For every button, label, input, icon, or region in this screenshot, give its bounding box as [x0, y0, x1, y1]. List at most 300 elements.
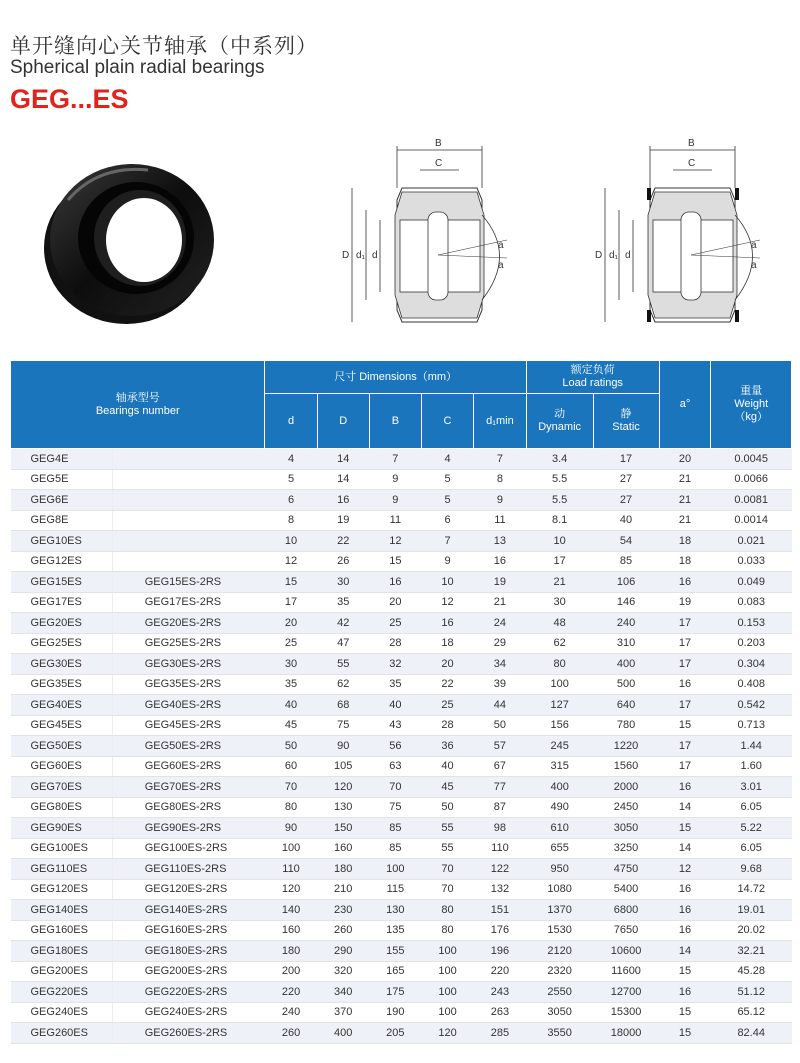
table-cell: 14 — [659, 797, 711, 818]
table-cell: GEG35ES — [11, 674, 113, 695]
table-cell: 655 — [526, 838, 593, 859]
table-cell: GEG17ES — [11, 592, 113, 613]
table-cell: 100 — [526, 674, 593, 695]
table-cell: GEG4E — [11, 449, 113, 470]
table-cell: 80 — [526, 654, 593, 675]
table-cell: 80 — [265, 797, 317, 818]
table-cell: 0.033 — [711, 551, 792, 572]
table-cell: GEG90ES — [11, 818, 113, 839]
table-cell: 10600 — [593, 941, 659, 962]
table-cell: 140 — [265, 900, 317, 921]
table-cell: 57 — [474, 736, 527, 757]
table-cell: 0.304 — [711, 654, 792, 675]
table-cell: 6800 — [593, 900, 659, 921]
table-cell: 9.68 — [711, 859, 792, 880]
table-cell: 4750 — [593, 859, 659, 880]
table-cell: 17 — [593, 449, 659, 470]
table-cell: GEG260ES-2RS — [112, 1023, 265, 1044]
table-cell: 100 — [421, 1002, 473, 1023]
table-cell: GEG100ES-2RS — [112, 838, 265, 859]
table-cell: 340 — [317, 982, 369, 1003]
table-cell: 20 — [369, 592, 421, 613]
label-d1: d₁ — [609, 250, 618, 261]
header-angle: a° — [659, 361, 711, 449]
table-cell: 4 — [421, 449, 473, 470]
table-cell: 100 — [265, 838, 317, 859]
table-cell: 20 — [659, 449, 711, 470]
table-cell: 0.713 — [711, 715, 792, 736]
table-cell: GEG140ES-2RS — [112, 900, 265, 921]
table-cell: 40 — [265, 695, 317, 716]
table-cell: 260 — [317, 920, 369, 941]
table-cell: 0.083 — [711, 592, 792, 613]
table-cell: 132 — [474, 879, 527, 900]
table-cell: 260 — [265, 1023, 317, 1044]
table-row — [11, 961, 792, 982]
table-cell: 16 — [659, 879, 711, 900]
bearing-spec-table — [10, 360, 792, 1044]
table-cell: 400 — [317, 1023, 369, 1044]
table-cell: 1530 — [526, 920, 593, 941]
table-cell: 4 — [265, 449, 317, 470]
table-cell: 45.28 — [711, 961, 792, 982]
label-C: C — [435, 158, 443, 169]
table-cell: 75 — [369, 797, 421, 818]
table-cell: 85 — [369, 818, 421, 839]
table-cell: 70 — [265, 777, 317, 798]
table-cell: 5.5 — [526, 469, 593, 490]
table-cell: 245 — [526, 736, 593, 757]
table-cell: GEG35ES-2RS — [112, 674, 265, 695]
table-cell: 47 — [317, 633, 369, 654]
table-cell: GEG160ES-2RS — [112, 920, 265, 941]
table-cell: GEG260ES — [11, 1023, 113, 1044]
table-cell: 45 — [265, 715, 317, 736]
table-cell: 21 — [659, 510, 711, 531]
table-cell: 12 — [265, 551, 317, 572]
table-cell: 14 — [317, 469, 369, 490]
table-cell: GEG200ES — [11, 961, 113, 982]
label-C: C — [688, 158, 696, 169]
table-cell: 17 — [659, 756, 711, 777]
table-cell: 1.60 — [711, 756, 792, 777]
table-cell: 7 — [474, 449, 527, 470]
table-cell: 2120 — [526, 941, 593, 962]
table-cell: GEG15ES-2RS — [112, 572, 265, 593]
table-cell: 10 — [265, 531, 317, 552]
label-a-2: a — [498, 260, 504, 271]
table-cell: 2000 — [593, 777, 659, 798]
table-cell: GEG110ES — [11, 859, 113, 880]
table-cell: 6.05 — [711, 797, 792, 818]
table-cell: 8 — [265, 510, 317, 531]
table-cell: 3050 — [526, 1002, 593, 1023]
table-row — [11, 777, 792, 798]
table-cell: 29 — [474, 633, 527, 654]
table-cell: 54 — [593, 531, 659, 552]
table-cell: 9 — [369, 490, 421, 511]
series-code: GEG...ES — [10, 84, 129, 114]
table-cell: 11600 — [593, 961, 659, 982]
table-row — [11, 900, 792, 921]
table-cell: 85 — [369, 838, 421, 859]
label-d: d — [372, 250, 378, 261]
table-cell: 3.4 — [526, 449, 593, 470]
table-cell: 370 — [317, 1002, 369, 1023]
table-cell: 14 — [317, 449, 369, 470]
table-cell: 16 — [659, 674, 711, 695]
table-cell: 190 — [369, 1002, 421, 1023]
table-cell: 130 — [317, 797, 369, 818]
table-cell: 27 — [593, 469, 659, 490]
table-cell: GEG17ES-2RS — [112, 592, 265, 613]
table-row — [11, 551, 792, 572]
table-cell: GEG20ES-2RS — [112, 613, 265, 634]
table-cell: 315 — [526, 756, 593, 777]
table-cell: 2320 — [526, 961, 593, 982]
table-row — [11, 756, 792, 777]
table-cell: 180 — [265, 941, 317, 962]
table-cell: 106 — [593, 572, 659, 593]
table-cell: 40 — [593, 510, 659, 531]
table-cell: 0.0081 — [711, 490, 792, 511]
table-cell: 0.0045 — [711, 449, 792, 470]
table-cell: 8 — [474, 469, 527, 490]
table-cell: 19 — [317, 510, 369, 531]
table-cell: 263 — [474, 1002, 527, 1023]
table-cell: 51.12 — [711, 982, 792, 1003]
table-cell: 25 — [265, 633, 317, 654]
table-cell: 20 — [265, 613, 317, 634]
table-cell: 21 — [474, 592, 527, 613]
table-cell: 32.21 — [711, 941, 792, 962]
table-cell: GEG12ES — [11, 551, 113, 572]
table-row — [11, 982, 792, 1003]
table-cell: 15 — [659, 715, 711, 736]
table-cell: 50 — [421, 797, 473, 818]
table-cell: GEG100ES — [11, 838, 113, 859]
table-row — [11, 736, 792, 757]
table-cell: 230 — [317, 900, 369, 921]
table-cell: 17 — [659, 633, 711, 654]
table-cell: 14 — [659, 838, 711, 859]
header-dynamic: 动 Dynamic — [526, 394, 593, 449]
table-cell: 82.44 — [711, 1023, 792, 1044]
table-cell: 950 — [526, 859, 593, 880]
table-row — [11, 941, 792, 962]
table-cell: GEG220ES-2RS — [112, 982, 265, 1003]
table-cell: 19 — [659, 592, 711, 613]
table-cell — [112, 449, 265, 470]
table-cell: 200 — [265, 961, 317, 982]
table-row — [11, 654, 792, 675]
table-cell: 1220 — [593, 736, 659, 757]
table-cell: GEG200ES-2RS — [112, 961, 265, 982]
table-cell: 7 — [421, 531, 473, 552]
table-cell: GEG60ES — [11, 756, 113, 777]
table-row — [11, 838, 792, 859]
table-row — [11, 1002, 792, 1023]
table-cell: 160 — [317, 838, 369, 859]
table-cell: 7650 — [593, 920, 659, 941]
table-cell: 16 — [421, 613, 473, 634]
table-cell: 220 — [474, 961, 527, 982]
table-row — [11, 797, 792, 818]
table-cell: 15 — [369, 551, 421, 572]
table-cell: 12 — [369, 531, 421, 552]
table-cell: 290 — [317, 941, 369, 962]
table-cell: 16 — [369, 572, 421, 593]
table-cell: 15300 — [593, 1002, 659, 1023]
table-cell: 62 — [526, 633, 593, 654]
table-cell: 15 — [659, 1023, 711, 1044]
table-cell: 77 — [474, 777, 527, 798]
table-cell: 0.0066 — [711, 469, 792, 490]
header-D: D — [317, 394, 369, 449]
table-cell: 35 — [265, 674, 317, 695]
table-cell: 100 — [421, 941, 473, 962]
table-cell: 243 — [474, 982, 527, 1003]
header-bearing-number: 轴承型号 Bearings number — [11, 361, 265, 449]
table-cell: 9 — [369, 469, 421, 490]
table-cell: 165 — [369, 961, 421, 982]
table-cell: 30 — [317, 572, 369, 593]
table-cell: 196 — [474, 941, 527, 962]
table-cell: 50 — [265, 736, 317, 757]
table-cell: 220 — [265, 982, 317, 1003]
table-cell: 7 — [369, 449, 421, 470]
table-cell: 67 — [474, 756, 527, 777]
table-cell: GEG220ES — [11, 982, 113, 1003]
table-cell: 17 — [526, 551, 593, 572]
table-cell: 5.22 — [711, 818, 792, 839]
table-cell: 240 — [265, 1002, 317, 1023]
table-cell: 5.5 — [526, 490, 593, 511]
table-cell: 16 — [317, 490, 369, 511]
table-cell: 2450 — [593, 797, 659, 818]
header-B: B — [369, 394, 421, 449]
table-cell: 42 — [317, 613, 369, 634]
table-cell: 55 — [317, 654, 369, 675]
table-cell: GEG120ES — [11, 879, 113, 900]
bearing-photo — [28, 140, 228, 330]
table-cell: GEG8E — [11, 510, 113, 531]
table-cell: 22 — [317, 531, 369, 552]
table-cell: 39 — [474, 674, 527, 695]
table-cell: 110 — [265, 859, 317, 880]
header-C: C — [421, 394, 473, 449]
table-cell: 55 — [421, 838, 473, 859]
table-cell: GEG5E — [11, 469, 113, 490]
table-cell — [112, 490, 265, 511]
table-cell: 70 — [421, 859, 473, 880]
table-cell: 151 — [474, 900, 527, 921]
table-cell: 28 — [421, 715, 473, 736]
table-cell: 30 — [526, 592, 593, 613]
table-cell: 285 — [474, 1023, 527, 1044]
table-cell: 90 — [317, 736, 369, 757]
table-cell: 65.12 — [711, 1002, 792, 1023]
table-cell — [112, 551, 265, 572]
table-cell: 15 — [659, 818, 711, 839]
table-cell: 90 — [265, 818, 317, 839]
table-row — [11, 490, 792, 511]
table-cell: GEG110ES-2RS — [112, 859, 265, 880]
table-cell: 19 — [474, 572, 527, 593]
table-cell: 210 — [317, 879, 369, 900]
table-cell: 16 — [659, 572, 711, 593]
table-cell: 18 — [659, 551, 711, 572]
label-a-1: a — [751, 240, 757, 251]
table-cell: 14.72 — [711, 879, 792, 900]
table-cell: 19.01 — [711, 900, 792, 921]
table-cell: 146 — [593, 592, 659, 613]
table-cell: GEG30ES — [11, 654, 113, 675]
table-cell: 34 — [474, 654, 527, 675]
table-cell: 35 — [369, 674, 421, 695]
table-cell: 400 — [526, 777, 593, 798]
table-cell: 63 — [369, 756, 421, 777]
table-cell: 80 — [421, 920, 473, 941]
table-cell: 70 — [421, 879, 473, 900]
table-cell: 18 — [421, 633, 473, 654]
table-cell: 155 — [369, 941, 421, 962]
cross-section-diagram-open — [332, 130, 532, 345]
table-cell: 17 — [265, 592, 317, 613]
table-cell: 105 — [317, 756, 369, 777]
table-cell: 25 — [421, 695, 473, 716]
header-d1min: d₁min — [474, 394, 527, 449]
table-cell: 45 — [421, 777, 473, 798]
table-row — [11, 695, 792, 716]
table-body — [11, 449, 792, 1044]
table-cell: GEG40ES — [11, 695, 113, 716]
table-row — [11, 879, 792, 900]
table-cell: 40 — [421, 756, 473, 777]
table-cell: 18 — [659, 531, 711, 552]
table-cell: GEG120ES-2RS — [112, 879, 265, 900]
table-cell: 12700 — [593, 982, 659, 1003]
table-cell: 120 — [317, 777, 369, 798]
table-cell: 9 — [474, 490, 527, 511]
table-cell: 6 — [265, 490, 317, 511]
cross-section-diagram-sealed — [585, 130, 785, 345]
table-cell: GEG50ES — [11, 736, 113, 757]
table-cell: 5400 — [593, 879, 659, 900]
label-B: B — [435, 138, 442, 149]
table-cell: 20.02 — [711, 920, 792, 941]
table-cell: GEG60ES-2RS — [112, 756, 265, 777]
table-cell: GEG50ES-2RS — [112, 736, 265, 757]
table-row — [11, 818, 792, 839]
header-dimensions: 尺寸 Dimensions（mm） — [265, 361, 526, 394]
table-row — [11, 633, 792, 654]
table-cell: 55 — [421, 818, 473, 839]
table-row — [11, 920, 792, 941]
table-row — [11, 449, 792, 470]
label-D: D — [342, 250, 350, 261]
table-cell: 10 — [526, 531, 593, 552]
table-cell: 21 — [659, 469, 711, 490]
table-cell: 44 — [474, 695, 527, 716]
table-cell: 75 — [317, 715, 369, 736]
table-row — [11, 674, 792, 695]
table-cell: 62 — [317, 674, 369, 695]
table-cell: 160 — [265, 920, 317, 941]
table-cell: 6.05 — [711, 838, 792, 859]
table-row — [11, 1023, 792, 1044]
table-cell: 21 — [526, 572, 593, 593]
table-cell: 68 — [317, 695, 369, 716]
table-cell: 135 — [369, 920, 421, 941]
label-a-1: a — [498, 240, 504, 251]
table-cell: 500 — [593, 674, 659, 695]
table-cell: 0.049 — [711, 572, 792, 593]
table-cell: GEG70ES — [11, 777, 113, 798]
table-cell: 205 — [369, 1023, 421, 1044]
page-title-cn: 单开缝向心关节轴承（中系列） — [10, 34, 318, 58]
table-cell: 12 — [421, 592, 473, 613]
table-cell: GEG45ES-2RS — [112, 715, 265, 736]
table-cell: 17 — [659, 695, 711, 716]
table-cell: 1.44 — [711, 736, 792, 757]
table-cell: 0.0014 — [711, 510, 792, 531]
table-row — [11, 531, 792, 552]
table-cell: 5 — [421, 469, 473, 490]
table-cell: 13 — [474, 531, 527, 552]
table-cell: 50 — [474, 715, 527, 736]
table-cell: 320 — [317, 961, 369, 982]
table-cell — [112, 531, 265, 552]
table-cell: 10 — [421, 572, 473, 593]
table-cell: 16 — [474, 551, 527, 572]
table-cell: 0.203 — [711, 633, 792, 654]
table-cell: GEG90ES-2RS — [112, 818, 265, 839]
table-cell: 0.408 — [711, 674, 792, 695]
table-cell: GEG240ES — [11, 1002, 113, 1023]
table-cell: 240 — [593, 613, 659, 634]
table-cell: 27 — [593, 490, 659, 511]
table-cell: 400 — [593, 654, 659, 675]
table-cell: 115 — [369, 879, 421, 900]
table-cell: 9 — [421, 551, 473, 572]
table-cell: 70 — [369, 777, 421, 798]
table-cell: 0.021 — [711, 531, 792, 552]
table-cell: 40 — [369, 695, 421, 716]
table-cell: GEG20ES — [11, 613, 113, 634]
header-d: d — [265, 394, 317, 449]
table-cell: GEG180ES-2RS — [112, 941, 265, 962]
table-cell: 80 — [421, 900, 473, 921]
table-cell: 8.1 — [526, 510, 593, 531]
table-cell: 3550 — [526, 1023, 593, 1044]
table-cell: 1080 — [526, 879, 593, 900]
table-cell: 175 — [369, 982, 421, 1003]
table-row — [11, 510, 792, 531]
label-a-2: a — [751, 260, 757, 271]
table-cell: GEG25ES — [11, 633, 113, 654]
table-cell: 98 — [474, 818, 527, 839]
table-cell: GEG70ES-2RS — [112, 777, 265, 798]
table-cell: 11 — [369, 510, 421, 531]
table-cell: 30 — [265, 654, 317, 675]
table-cell: 20 — [421, 654, 473, 675]
table-cell: 100 — [421, 961, 473, 982]
table-cell: 36 — [421, 736, 473, 757]
table-cell: 15 — [265, 572, 317, 593]
table-cell: 100 — [369, 859, 421, 880]
table-row — [11, 715, 792, 736]
